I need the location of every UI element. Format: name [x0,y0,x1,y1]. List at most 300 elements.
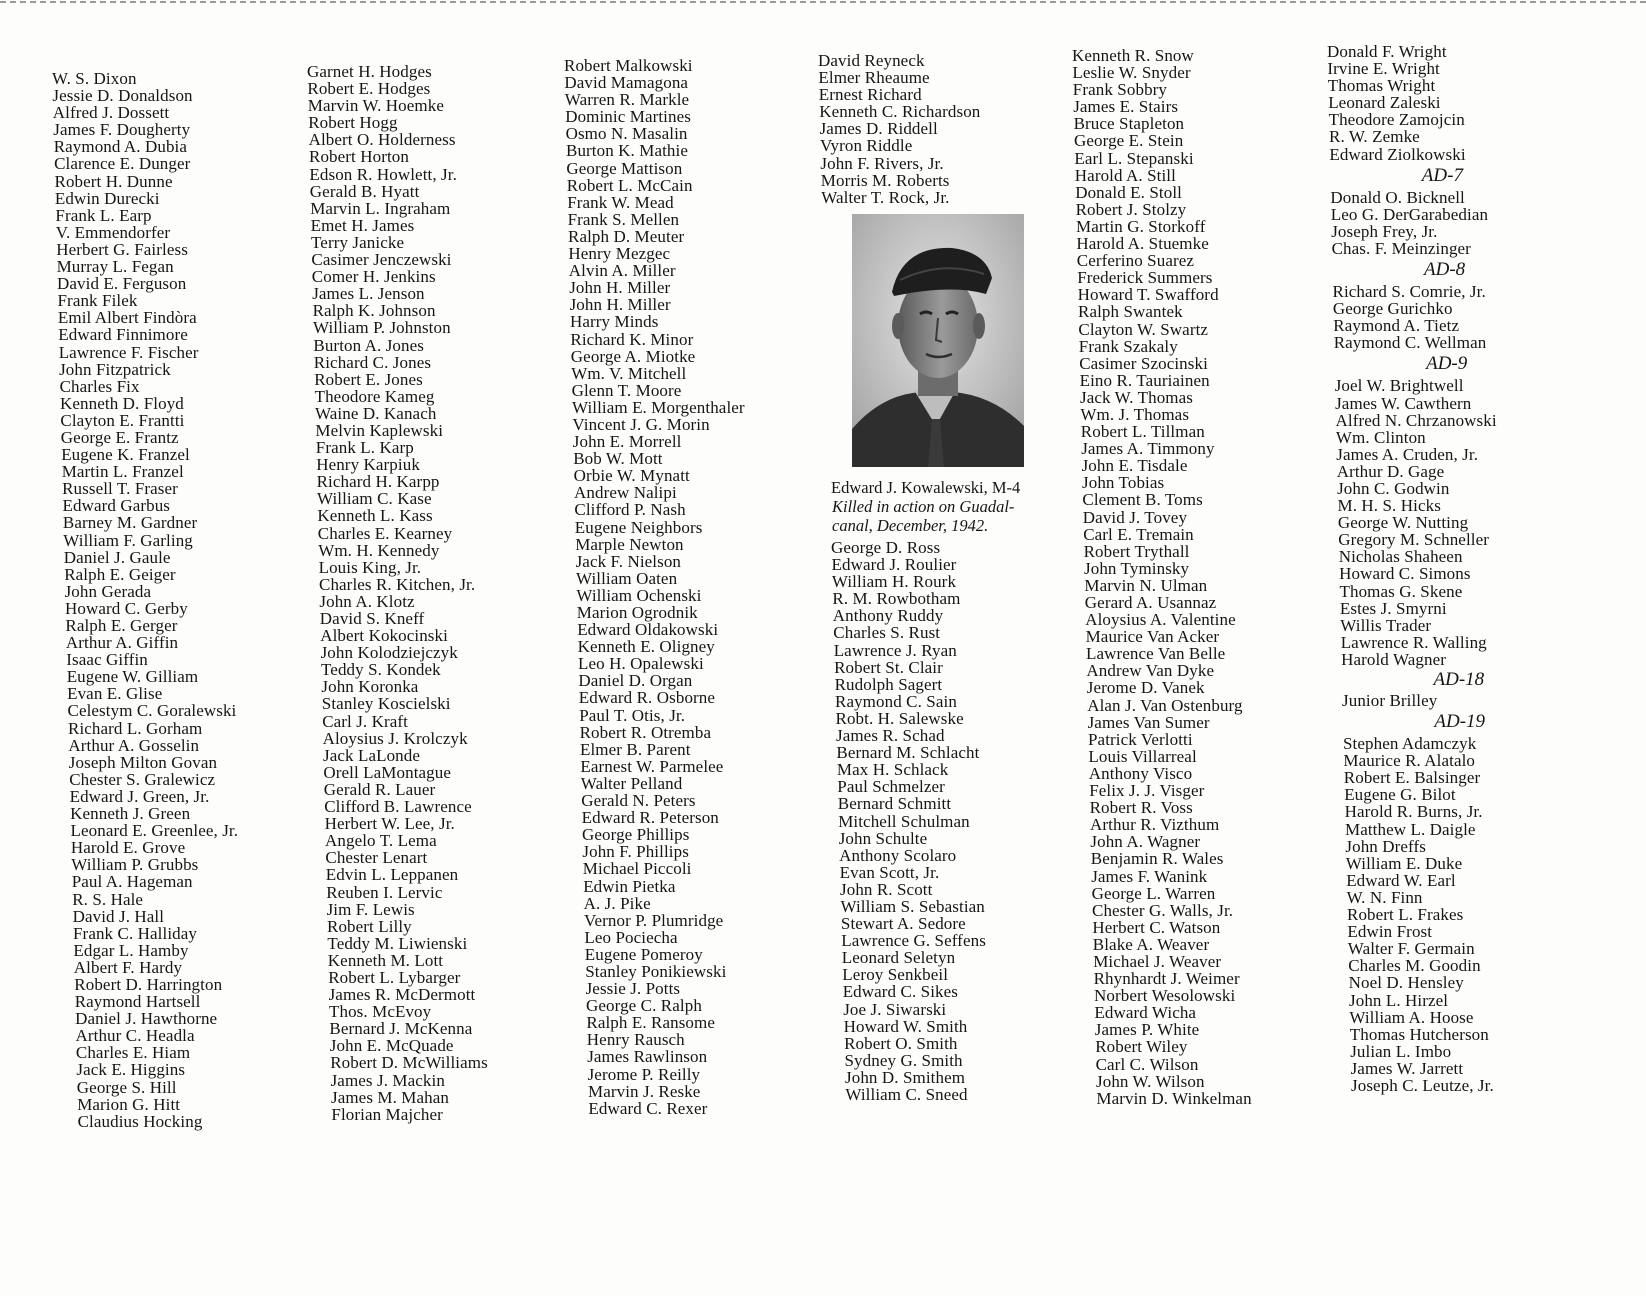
roster-name: Albert O. Holderness [308,130,456,150]
roster-name: Carl C. Wilson [1095,1054,1199,1074]
roster-name: Wm. H. Kennedy [318,540,440,560]
roster-name: Daniel J. Gaule [63,547,171,567]
roster-name: Sydney G. Smith [844,1050,963,1070]
roster-name: James R. McDermott [328,985,476,1005]
roster-name: Charles S. Rust [833,623,941,643]
roster-name: Claudius Hocking [77,1111,203,1131]
roster-name: Casimer Jenczewski [311,250,452,270]
roster-name: Jack F. Nielson [575,551,682,571]
roster-name: Ralph E. Ransome [586,1013,716,1033]
roster-name: William P. Grubbs [71,855,199,875]
roster-name: Terry Janicke [311,232,405,252]
roster-name: Martin L. Franzel [61,462,184,482]
roster-name: Arthur A. Giffin [65,633,179,653]
roster-name: Kenneth L. Kass [317,506,433,526]
roster-name: Edwin Pietka [583,876,676,896]
names-column-3 [564,57,745,1117]
roster-name: Felix J. J. Visger [1089,781,1205,801]
roster-name: Raymond A. Tietz [1333,316,1460,336]
roster-name: Ralph D. Meuter [568,226,685,246]
roster-name: Nicholas Shaheen [1338,547,1463,567]
roster-name: John H. Miller [569,295,671,315]
roster-name: Robert Wiley [1095,1037,1188,1057]
roster-name: James F. Wanink [1091,866,1208,886]
roster-name: Marion G. Hitt [77,1094,181,1114]
roster-name: Michael Piccoli [582,859,692,879]
roster-name: Jim F. Lewis [326,899,415,919]
roster-name: Bernard M. Schlacht [836,743,980,763]
roster-name: Murray L. Fegan [56,257,174,277]
roster-name: Lawrence J. Ryan [833,640,957,660]
roster-name: Edson R. Howlett, Jr. [309,164,457,184]
roster-name: Bob W. Mott [573,449,663,469]
roster-name: Chester Lenart [325,848,428,868]
roster-name: Gerald R. Lauer [323,779,436,799]
section-heading: AD-19 [1434,711,1486,733]
roster-name: William Ochenski [576,585,702,605]
roster-name: Max H. Schlack [836,760,949,780]
roster-name: Mitchell Schulman [838,811,970,831]
roster-name: Edward W. Earl [1346,870,1456,890]
roster-name: Lawrence R. Walling [1340,632,1487,652]
roster-name: Frank Szakaly [1078,336,1178,356]
roster-name: John Tyminsky [1084,558,1190,578]
roster-name: Joseph C. Leutze, Jr. [1351,1075,1494,1095]
roster-name: Herbert G. Fairless [56,239,188,259]
roster-name: Jack E. Higgins [76,1060,186,1080]
roster-name: Donald O. Bicknell [1330,187,1465,207]
roster-name: M. H. S. Hicks [1337,496,1441,516]
roster-name: Warren R. Markle [564,90,690,110]
roster-name: John A. Wagner [1090,832,1201,852]
roster-name: John Fitzpatrick [59,359,171,379]
roster-name: Kenneth R. Snow [1072,46,1194,65]
roster-name: Richard C. Jones [313,352,432,372]
roster-name: Vyron Riddle [820,136,913,156]
roster-name: Rudolph Sagert [834,674,943,694]
roster-name: Kenneth J. Green [70,804,191,824]
roster-name: Walter F. Germain [1347,939,1475,959]
roster-name: George W. Nutting [1337,513,1469,533]
roster-name: Bernard J. McKenna [329,1019,473,1039]
roster-name: Julian L. Imbo [1350,1041,1452,1061]
roster-name: Alfred J. Dossett [52,103,170,123]
soldier-portrait-photo [852,214,1024,467]
roster-name: Marvin L. Ingraham [310,198,451,218]
roster-name: James M. Mahan [331,1087,450,1107]
roster-name: David J. Hall [72,906,165,926]
roster-name: James W. Cawthern [1335,393,1472,413]
roster-name: R. M. Rowbotham [832,589,961,609]
roster-name: Orbie W. Mynatt [573,466,690,486]
roster-name: Jerome P. Reilly [587,1064,701,1084]
roster-name: James L. Jenson [312,284,425,304]
roster-name: Frederick Summers [1077,268,1213,288]
roster-name: Theodore Kameg [314,386,435,406]
roster-name: Blake A. Weaver [1092,934,1210,954]
roster-name: John Koronka [321,677,419,697]
roster-name: Reuben I. Lervic [326,882,443,902]
roster-name: Orell LaMontague [323,762,452,782]
roster-name: Jessie J. Potts [585,979,681,999]
roster-name: Kenneth M. Lott [327,950,444,970]
roster-name: Arthur A. Gosselin [68,735,200,755]
roster-name: John W. Wilson [1096,1071,1205,1091]
section-heading: AD-8 [1424,259,1466,281]
roster-name: James A. Timmony [1081,439,1215,459]
names-column-4-bottom [831,539,986,1103]
roster-name: Frank L. Earp [55,205,152,225]
roster-name: Burton A. Jones [313,335,424,355]
roster-name: Angelo T. Lema [325,831,437,851]
roster-name: Ralph E. Geiger [64,564,176,584]
roster-name: Florian Majcher [331,1104,443,1124]
roster-name: Robert Trythall [1083,541,1190,561]
roster-name: Frank Sobbry [1072,80,1168,100]
roster-name: David Reyneck [818,51,925,70]
roster-name: Lawrence Van Belle [1086,644,1226,664]
roster-name: Clayton W. Swartz [1078,319,1209,339]
roster-name: Arthur C. Headla [75,1026,195,1046]
roster-name: Leonard Zaleski [1328,93,1441,113]
top-edge-rule [0,1,1646,3]
roster-name: Raymond C. Wellman [1333,333,1487,353]
roster-name: Frank S. Mellen [567,209,680,229]
roster-name: John F. Rivers, Jr. [820,153,944,173]
roster-name: Alvin A. Miller [568,261,676,281]
roster-name: Joe J. Siwarski [843,999,947,1019]
roster-name: Robert Horton [309,147,409,167]
roster-name: William C. Kase [317,489,432,509]
roster-name: Ralph Swantek [1078,302,1183,322]
roster-name: Herbert C. Watson [1092,917,1221,937]
roster-name: Comer H. Jenkins [311,267,436,287]
roster-name: William S. Sebastian [840,896,985,916]
roster-name: Willis Trader [1340,615,1432,635]
roster-name: Jessie D. Donaldson [52,86,193,106]
roster-name: Andrew Nalipi [574,483,677,503]
roster-name: Earl L. Stepanski [1074,148,1194,168]
caption-line-2: Killed in action on Guadal- [832,497,1015,516]
roster-name: Marvin J. Reske [588,1081,701,1101]
roster-name: Vincent J. G. Morin [572,414,710,434]
caption-line-3: canal, December, 1942. [832,516,989,535]
names-column-2 [307,63,488,1123]
roster-name: John E. Tisdale [1081,456,1188,476]
roster-name: George Mattison [566,158,683,178]
roster-name: Harold Wagner [1341,649,1446,669]
roster-name: John R. Scott [840,879,933,899]
roster-name: Vernor P. Plumridge [584,910,724,930]
roster-name: Harold R. Burns, Jr. [1344,802,1483,822]
roster-name: Burton K. Mathie [566,141,689,161]
roster-name: Chas. F. Meinzinger [1331,238,1471,258]
roster-name: Marvin D. Winkelman [1096,1088,1252,1108]
roster-name: Stanley Ponikiewski [585,961,727,981]
roster-name: George Gurichko [1332,299,1453,319]
roster-name: Martin G. Storkoff [1076,216,1206,236]
roster-name: A. J. Pike [583,893,651,913]
roster-name: Eugene W. Gilliam [66,667,199,687]
roster-name: Robert R. Voss [1089,798,1193,818]
roster-name: Wm. V. Mitchell [571,363,687,383]
roster-name: Kenneth C. Richardson [819,102,981,122]
roster-name: Chester G. Walls, Jr. [1092,900,1234,920]
roster-name: Andrew Van Dyke [1086,661,1215,681]
roster-name: Clifford P. Nash [574,500,686,520]
roster-name: Noel D. Hensley [1348,973,1464,993]
roster-name: Clement B. Toms [1082,490,1203,510]
roster-name: David J. Tovey [1082,507,1188,527]
roster-name: V. Emmendorfer [55,222,171,242]
roster-name: Arthur D. Gage [1336,461,1445,481]
roster-name: Irvine E. Wright [1327,59,1440,79]
roster-name: Kenneth E. Oligney [577,637,715,657]
roster-name: William A. Hoose [1349,1007,1474,1027]
roster-name: Albert Kokocinski [320,626,448,646]
roster-name: Celestym C. Goralewski [67,701,237,721]
roster-name: Robert L. Frakes [1347,905,1464,925]
roster-name: John L. Hirzel [1349,990,1449,1010]
roster-name: William H. Rourk [831,572,957,592]
roster-name: Walter Pelland [580,773,683,793]
roster-name: Robert L. McCain [566,175,693,195]
roster-name: Patrick Verlotti [1088,729,1193,749]
roster-name: Gerald N. Peters [581,791,696,811]
roster-name: W. N. Finn [1346,887,1423,907]
roster-name: Frank W. Mead [567,192,674,212]
roster-name: Howard W. Smith [843,1016,968,1036]
roster-name: Leo Pociecha [584,927,678,947]
roster-name: Marvin N. Ulman [1084,575,1208,595]
roster-name: Leroy Senkbeil [842,965,949,985]
roster-name: Morris M. Roberts [820,170,950,190]
roster-name: George L. Warren [1091,883,1216,903]
roster-name: Eino R. Tauriainen [1079,370,1210,390]
roster-name: Henry Mezgec [568,244,671,264]
roster-name: Walter T. Rock, Jr. [821,187,950,207]
roster-name: James A. Cruden, Jr. [1336,444,1479,464]
roster-name: Charles Fix [59,376,140,396]
roster-name: Charles E. Hiam [75,1043,191,1063]
roster-name: Henry Rausch [586,1030,685,1050]
roster-name: Junior Brilley [1342,691,1438,710]
roster-name: Estes J. Smyrni [1339,598,1447,618]
roster-name: James W. Jarrett [1350,1058,1464,1078]
roster-name: George E. Stein [1074,131,1184,151]
roster-name: Russell T. Fraser [62,479,178,499]
roster-name: John Tobias [1082,473,1165,493]
roster-name: Elmer Rheaume [818,68,930,88]
roster-name: Thomas Hutcherson [1349,1024,1489,1044]
roster-name: Evan E. Glise [67,684,163,704]
roster-name: Charles M. Goodin [1348,956,1481,976]
roster-name: Clayton E. Frantti [60,410,185,430]
roster-name: Edward R. Osborne [578,688,716,708]
roster-name: Anthony Ruddy [832,606,944,626]
roster-name: Albert F. Hardy [73,957,183,977]
roster-name: Kenneth D. Floyd [60,393,184,413]
roster-name: Rhynhardt J. Weimer [1093,969,1240,989]
roster-name: Ralph K. Johnson [312,301,436,321]
roster-name: John Gerada [64,581,152,601]
roster-name: Charles R. Kitchen, Jr. [319,574,476,594]
roster-name: Thos. McEvoy [329,1002,432,1022]
roster-name: Robert E. Hodges [307,79,431,99]
roster-name: Leonard Seletyn [841,948,956,968]
roster-name: Howard C. Gerby [65,598,188,618]
names-column-4-top [818,52,980,206]
roster-name: Theodore Zamojcin [1328,110,1465,130]
roster-name: Henry Karpiuk [316,455,420,475]
roster-name: Marion Ogrodnik [576,603,698,622]
roster-name: Wm. Clinton [1335,427,1426,447]
roster-name: Raymond C. Sain [835,691,957,711]
roster-name: James R. Schad [836,726,945,746]
names-column-5 [1072,47,1252,1107]
roster-name: Eugene G. Bilot [1344,785,1456,805]
roster-name: Anthony Scolaro [839,845,957,865]
roster-name: Robert D. Harrington [74,974,223,994]
roster-name: Joel W. Brightwell [1334,376,1464,396]
roster-name: Edward Wicha [1094,1003,1197,1023]
roster-name: Garnet H. Hodges [307,62,432,81]
roster-name: John E. Morrell [572,432,682,452]
roster-name: George E. Frantz [60,427,179,447]
photo-caption [831,478,1020,535]
roster-name: Edward J. Green, Jr. [69,786,210,806]
roster-name: David S. Kneff [319,609,425,628]
roster-name: W. S. Dixon [52,69,137,88]
roster-name: Richard K. Minor [570,329,694,349]
roster-name: Gerald B. Hyatt [309,181,420,201]
roster-name: Frank Filek [57,291,138,311]
roster-name: John A. Klotz [319,591,415,611]
roster-name: Edward Garbus [62,496,171,516]
roster-name: John C. Godwin [1337,478,1450,498]
roster-name: Robert D. McWilliams [330,1053,488,1073]
roster-name: Earnest W. Parmelee [580,756,724,776]
roster-name: Robert R. Otremba [579,722,712,742]
roster-name: Eugene Pomeroy [584,944,703,964]
roster-name: Osmo N. Masalin [565,124,688,144]
roster-name: Robert E. Balsinger [1343,768,1481,788]
roster-name: Leo G. DerGarabedian [1330,204,1489,224]
roster-name: Benjamin R. Wales [1090,849,1224,869]
roster-name: George S. Hill [76,1077,177,1097]
roster-name: Daniel J. Hawthorne [75,1009,218,1029]
roster-name: James F. Dougherty [53,120,191,140]
roster-name: William C. Sneed [845,1085,968,1104]
roster-name: Eugene Neighbors [574,517,703,537]
roster-name: Robert J. Stolzy [1075,199,1187,219]
roster-name: Robert L. Lybarger [328,967,461,987]
caption-line-1: Edward J. Kowalewski, M-4 [831,478,1021,497]
roster-name: Cerferino Suarez [1076,251,1195,271]
roster-name: William F. Garling [63,530,193,550]
roster-name: Anthony Visco [1088,763,1193,783]
roster-name: Edward C. Sikes [842,982,958,1002]
roster-name: Emet H. James [310,215,415,235]
roster-name: Leonard E. Greenlee, Jr. [70,821,239,841]
roster-name: Edgar L. Hamby [73,940,189,960]
roster-name: Louis King, Jr. [318,557,422,577]
roster-name: Matthew L. Daigle [1345,819,1476,839]
roster-name: Melvin Kaplewski [315,420,444,440]
roster-name: Edward Oldakowski [577,620,719,640]
roster-name: Edvin L. Leppanen [325,865,459,885]
roster-name: Aloysius A. Valentine [1085,610,1236,630]
roster-name: Emil Albert Findòra [57,308,197,328]
roster-name: William P. Johnston [313,318,451,338]
roster-name: Arthur R. Vizthum [1090,815,1220,835]
roster-name: John E. McQuade [329,1036,454,1056]
roster-name: Barney M. Gardner [62,513,198,533]
roster-name: Gregory M. Schneller [1338,530,1490,550]
roster-name: Robert Lilly [327,916,412,936]
roster-name: Frank C. Halliday [73,923,197,943]
roster-name: Harold E. Grove [70,838,186,858]
section-heading: AD-18 [1433,669,1485,690]
roster-name: Bruce Stapleton [1073,114,1185,134]
roster-name: R. S. Hale [72,889,144,909]
roster-name: David E. Ferguson [57,274,187,294]
roster-name: Glenn T. Moore [571,380,682,400]
roster-name: John Schulte [838,828,928,848]
roster-name: Michael J. Weaver [1093,951,1222,971]
roster-name: Daniel D. Organ [578,671,693,691]
roster-name: Ralph E. Gerger [65,616,178,635]
roster-name: Paul T. Otis, Jr. [579,705,686,725]
roster-name: Marple Newton [575,534,684,554]
roster-name: Harold A. Stuemke [1076,234,1209,254]
roster-name: Aloysius J. Krolczyk [322,728,468,748]
roster-name: Edward J. Roulier [831,555,957,575]
roster-name: Edwin Frost [1347,922,1433,942]
roster-name: Clarence E. Dunger [54,154,191,174]
roster-name: Teddy M. Liwienski [327,933,468,953]
roster-name: Edward C. Rexer [588,1098,708,1118]
roster-name: Paul A. Hageman [71,872,193,892]
roster-name: Lawrence F. Fischer [58,342,199,362]
roster-name: William Oaten [576,568,678,588]
section-heading: AD-7 [1421,164,1463,186]
roster-name: Edward R. Peterson [581,808,719,828]
roster-name: Ernest Richard [818,85,922,105]
roster-name: Carl J. Kraft [322,711,408,731]
roster-name: Richard H. Karpp [316,472,440,492]
roster-name: James Van Sumer [1087,712,1210,732]
roster-name: Jack LaLonde [323,745,421,765]
roster-name: Edwin Durecki [54,188,160,208]
roster-name: Lawrence G. Seffens [841,931,986,951]
roster-name: Frank L. Karp [315,438,414,458]
roster-name: Evan Scott, Jr. [839,862,940,882]
roster-name: Leo H. Opalewski [578,654,704,674]
roster-name: Alfred N. Chrzanowski [1335,410,1497,430]
roster-name: Harry Minds [570,312,659,332]
roster-name: Dominic Martines [565,107,691,127]
roster-name: William E. Duke [1345,853,1463,873]
roster-name: Donald E. Stoll [1075,182,1182,202]
roster-name: John Dreffs [1345,836,1426,856]
roster-name: Richard S. Comrie, Jr. [1332,282,1486,302]
roster-name: Raymond A. Dubia [53,137,188,157]
roster-name: Thomas G. Skene [1339,581,1463,601]
roster-name: Gerard A. Usannaz [1084,593,1217,612]
roster-name: James E. Stairs [1073,97,1179,117]
roster-name: Raymond Hartsell [74,992,201,1012]
